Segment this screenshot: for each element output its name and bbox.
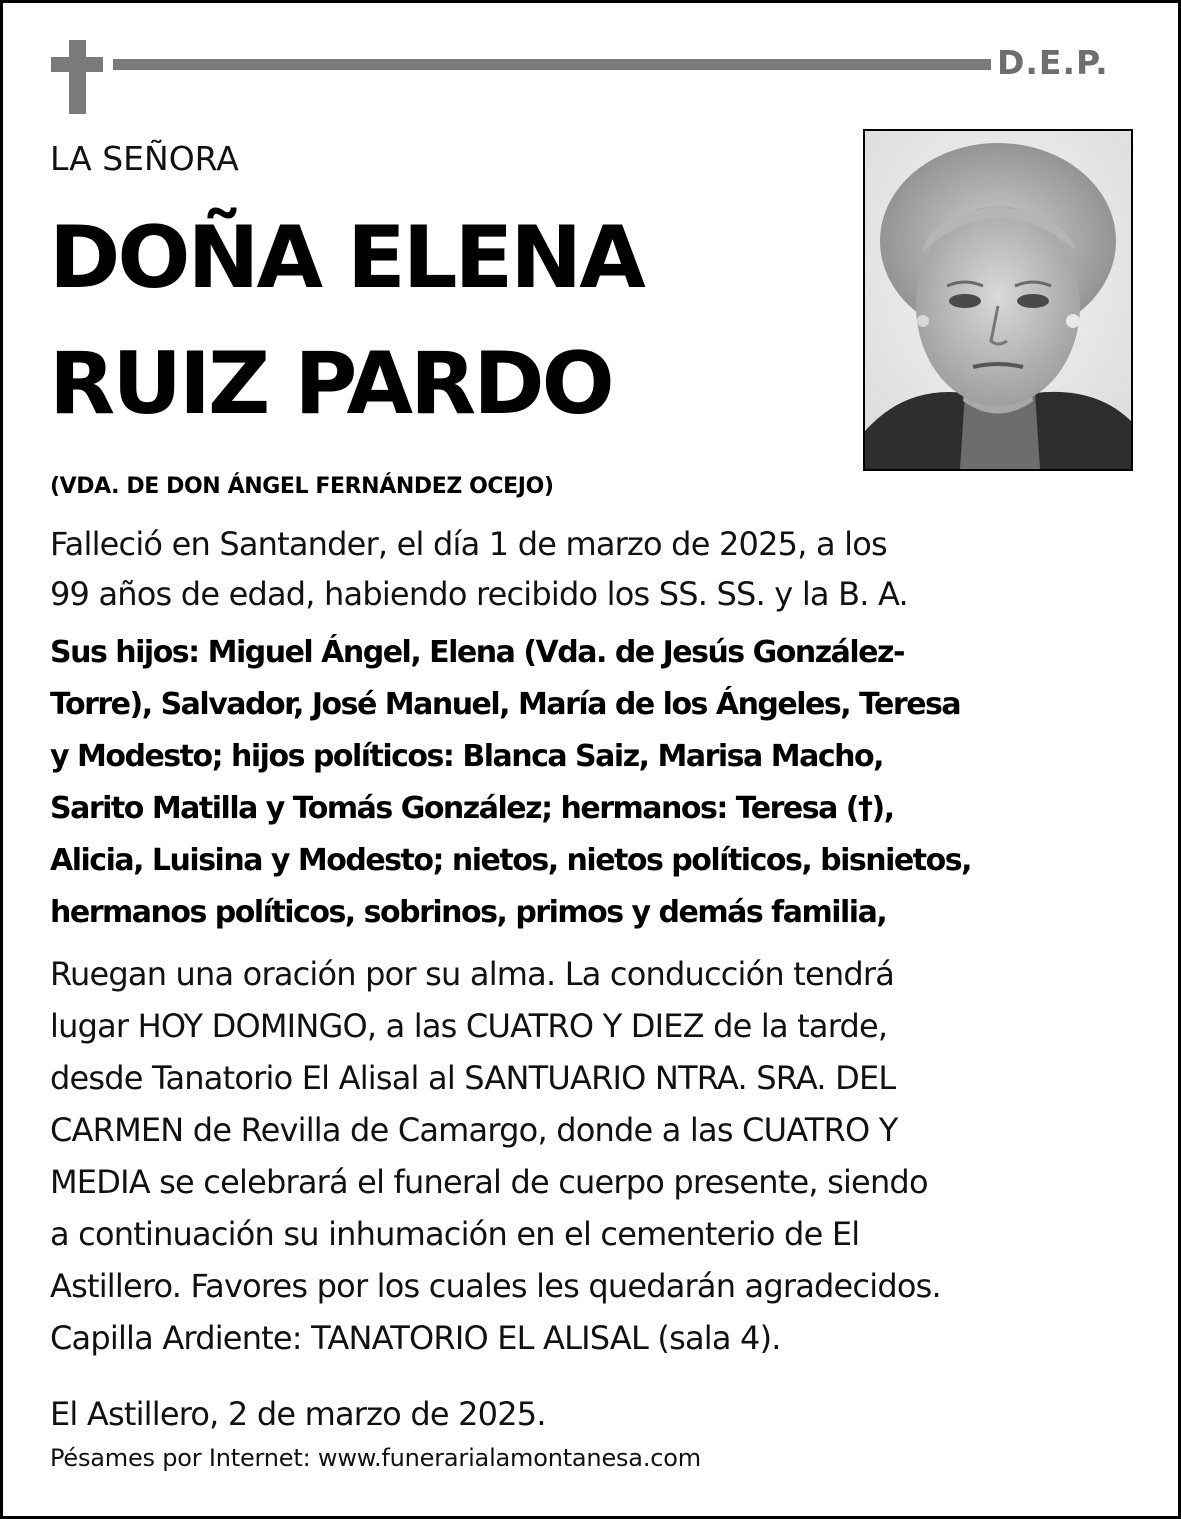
death-notice-line: 99 años de edad, habiendo recibido los SS. SS. y la B. A. xyxy=(50,575,908,613)
portrait-photo xyxy=(863,129,1133,471)
family-line: hermanos políticos, sobrinos, primos y demás familia, xyxy=(50,895,887,930)
family-line: Sarito Matilla y Tomás González; hermanos: Teresa (†), xyxy=(50,791,894,826)
family-line: y Modesto; hijos políticos: Blanca Saiz, Marisa Macho, xyxy=(50,739,883,774)
ceremony-line: Ruegan una oración por su alma. La conducción tendrá xyxy=(50,955,895,993)
ceremony-line: lugar HOY DOMINGO, a las CUATRO Y DIEZ de la tarde, xyxy=(50,1007,888,1045)
cross-icon xyxy=(51,40,103,114)
honorific: LA SEÑORA xyxy=(50,139,239,178)
dep-label: D.E.P. xyxy=(997,43,1109,82)
death-notice-line: Falleció en Santander, el día 1 de marzo de 2025, a los xyxy=(50,525,887,563)
family-line: Sus hijos: Miguel Ángel, Elena (Vda. de Jesús González- xyxy=(50,635,904,670)
ceremony-line: MEDIA se celebrará el funeral de cuerpo presente, siendo xyxy=(50,1163,928,1201)
family-line: Alicia, Luisina y Modesto; nietos, nietos políticos, bisnietos, xyxy=(50,843,971,878)
ceremony-line: a continuación su inhumación en el cementerio de El xyxy=(50,1215,860,1253)
ceremony-line: CARMEN de Revilla de Camargo, donde a las CUATRO Y xyxy=(50,1111,898,1149)
ceremony-line: Capilla Ardiente: TANATORIO EL ALISAL (sala 4). xyxy=(50,1319,781,1357)
deceased-name-line-2: RUIZ PARDO xyxy=(49,334,612,434)
header-rule xyxy=(113,59,991,70)
widow-of: (VDA. DE DON ÁNGEL FERNÁNDEZ OCEJO) xyxy=(50,474,554,499)
ceremony-line: desde Tanatorio El Alisal al SANTUARIO NTRA. SRA. DEL xyxy=(50,1059,896,1097)
ceremony-line: Astillero. Favores por los cuales les quedarán agradecidos. xyxy=(50,1267,941,1305)
place-date: El Astillero, 2 de marzo de 2025. xyxy=(50,1395,546,1433)
condolences-website: Pésames por Internet: www.funerarialamontanesa.com xyxy=(50,1444,701,1472)
deceased-name-line-1: DOÑA ELENA xyxy=(49,208,643,308)
family-line: Torre), Salvador, José Manuel, María de los Ángeles, Teresa xyxy=(50,687,961,722)
